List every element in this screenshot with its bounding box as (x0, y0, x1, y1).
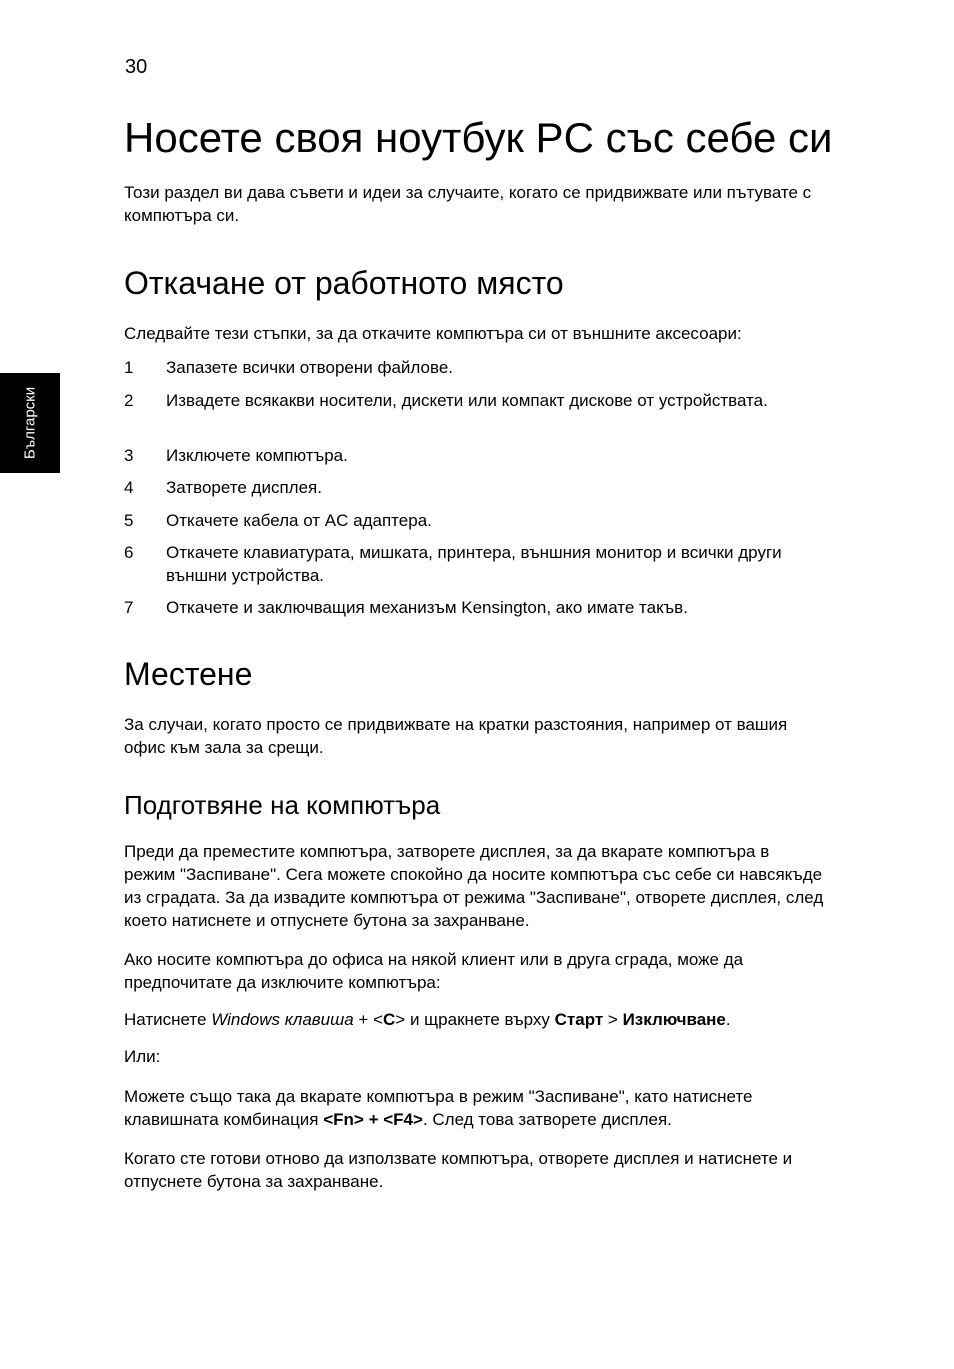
step-number: 7 (124, 598, 134, 617)
step-text: Откачете и заключващия механизъм Kensington, ако имате такъв. (166, 598, 688, 617)
section-heading-moving: Местене (124, 656, 253, 692)
moving-intro: За случаи, когато просто се придвижвате на кратки разстояния, например от вашия офис към зала за срещи. (124, 715, 788, 757)
step-text: Извадете всякакви носители, дискети или компакт дискове от устройствата. (166, 391, 768, 410)
c-key-text: C (383, 1010, 396, 1029)
step-text: Откачете клавиатурата, мишката, принтера, външния монитор и всички други външни устройства. (166, 543, 782, 585)
step-number: 1 (124, 358, 134, 377)
intro-paragraph: Този раздел ви дава съвети и идеи за случаите, когато се придвижвате или пътувате с компютъра си. (124, 183, 812, 225)
page-number: 30 (125, 56, 148, 78)
step-number: 6 (124, 543, 134, 562)
language-side-tab (0, 373, 60, 473)
step-text: Запазете всички отворени файлове. (166, 358, 454, 377)
subsection-heading-prepare: Подготвяне на компютъра (124, 790, 441, 820)
arrow-text: > (603, 1010, 623, 1029)
press-prefix: Натиснете (124, 1010, 212, 1029)
undock-lead: Следвайте тези стъпки, за да откачите компютъра си от външните аксесоари: (124, 324, 742, 343)
step-number: 2 (124, 391, 134, 410)
page-title: Носете своя ноутбук PC със себе си (124, 114, 833, 161)
offsite-paragraph: Ако носите компютъра до офиса на някой клиент или в друга сграда, може да предпочитате да изключите компютъра: (124, 950, 744, 992)
step-number: 5 (124, 511, 134, 530)
step-text: Затворете дисплея. (166, 478, 322, 497)
language-tab-label: Български (21, 386, 39, 460)
step-number: 4 (124, 478, 134, 497)
click-text: > и щракнете върху (395, 1010, 555, 1029)
plus-text: + < (353, 1010, 384, 1029)
shutdown-text: Изключване (622, 1010, 726, 1029)
period-text: . (725, 1010, 731, 1029)
step-text: Изключете компютъра. (166, 446, 348, 465)
or-text: Или: (124, 1047, 161, 1066)
step-number: 3 (124, 446, 134, 465)
start-text: Старт (554, 1010, 604, 1029)
sleep-paragraph (124, 1085, 824, 1131)
sleep-prefix: Можете също така да вкарате компютъра в режим "Заспиване", като натиснете клавишната комбинация (124, 1087, 753, 1129)
key-combo-text: <Fn> + <F4> (323, 1110, 423, 1129)
shutdown-instruction (124, 1008, 824, 1031)
section-heading-undock: Откачане от работното място (124, 265, 564, 301)
step-text: Откачете кабела от AC адаптера. (166, 511, 432, 530)
resume-paragraph: Когато сте готови отново да използвате компютъра, отворете дисплея и натиснете и отпуснете бутона за захранване. (124, 1149, 793, 1191)
windows-key-text: Windows клавиша (211, 1010, 354, 1029)
sleep-suffix: . След това затворете дисплея. (422, 1110, 672, 1129)
prepare-paragraph: Преди да преместите компютъра, затворете дисплея, за да вкарате компютъра в режим "Заспиване". Сега можете спокойно да носите компютъра със себе си навсякъде из сградата. За да извадите компютъра от режима "Заспиване", отворете дисплея, след което натиснете и отпуснете бутона за захранване. (124, 842, 824, 930)
